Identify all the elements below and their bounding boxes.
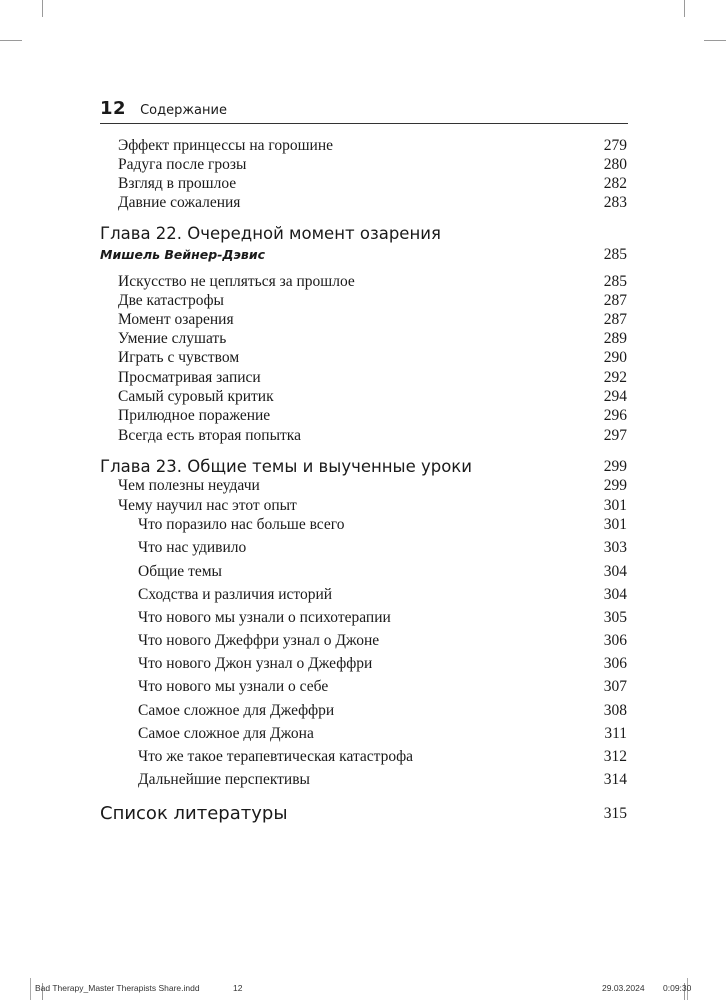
- chapter-page: 299: [603, 458, 627, 475]
- footer-time: 0:09:30: [663, 983, 692, 993]
- crop-mark: [42, 0, 43, 17]
- footer-page: 12: [233, 983, 243, 993]
- footer-date: 29.03.2024: [602, 983, 645, 993]
- footer-slug: [35, 983, 707, 995]
- crop-mark: [704, 40, 726, 41]
- chapter-author: Мишель Вейнер-Дэвис: [100, 247, 265, 262]
- running-header: [100, 98, 628, 122]
- chapter-page: 285: [603, 246, 627, 263]
- header-rule: [100, 123, 628, 124]
- page-number: 12: [100, 98, 127, 119]
- crop-mark: [684, 0, 685, 17]
- footer-filename: Bad Therapy_Master Therapists Share.indd: [35, 983, 200, 993]
- section-title: Содержание: [140, 103, 227, 118]
- crop-mark: [0, 40, 22, 41]
